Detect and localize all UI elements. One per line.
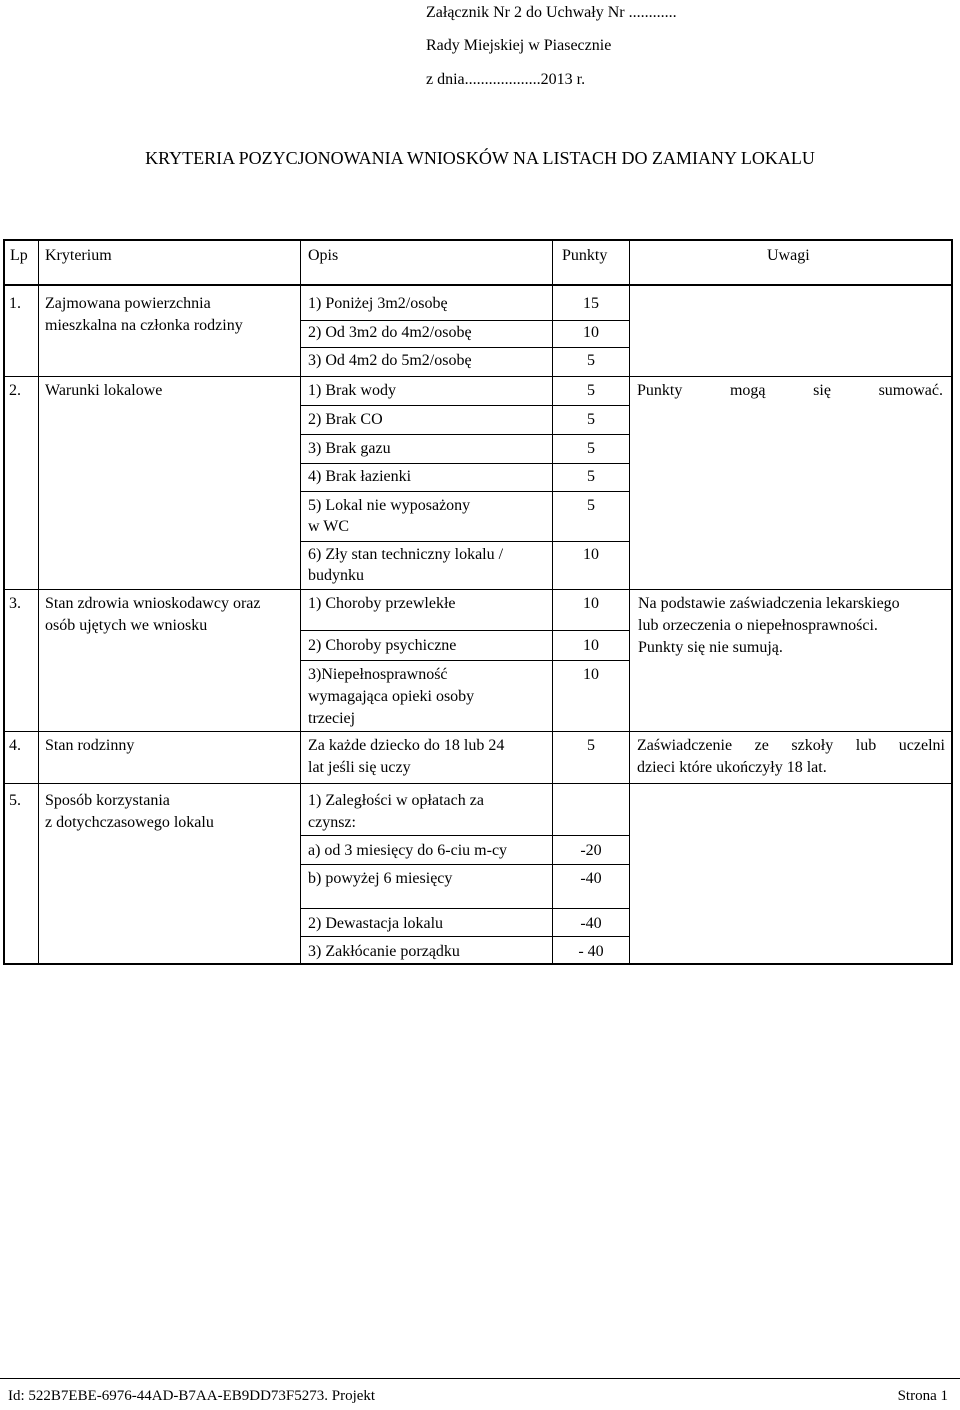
row5-item4-points: - 40 xyxy=(578,943,604,960)
header-uwagi: Uwagi xyxy=(767,247,810,264)
row2-remarks: Punkty mogą się sumować. xyxy=(637,382,943,399)
row4-remarks-line2: dzieci które ukończyły 18 lat. xyxy=(637,759,827,776)
row3-item3-desc-line1: 3)Niepełnosprawność xyxy=(308,666,448,683)
row5-sub-line1: 1) Zaległości w opłatach za xyxy=(308,792,484,809)
row4-desc-line1: Za każde dziecko do 18 lub 24 xyxy=(308,737,505,754)
attachment-title: Załącznik Nr 2 do Uchwały Nr ............ xyxy=(426,4,677,21)
row3-criterion-line1: Stan zdrowia wnioskodawcy oraz xyxy=(45,595,261,612)
row5-item3-points: -40 xyxy=(580,915,602,932)
row3-criterion-line2: osób ujętych we wniosku xyxy=(45,617,208,634)
row4-criterion: Stan rodzinny xyxy=(45,737,135,754)
row2-item5-desc-line2: w WC xyxy=(308,518,350,535)
page-number: Strona 1 xyxy=(897,1388,948,1404)
row4-desc-line2: lat jeśli się uczy xyxy=(308,759,411,776)
row1-item1-desc: 1) Poniżej 3m2/osobę xyxy=(308,295,448,312)
header-opis: Opis xyxy=(308,247,339,264)
row2-item3-points: 5 xyxy=(587,440,595,457)
row1-item2-desc: 2) Od 3m2 do 4m2/osobę xyxy=(308,324,472,341)
row3-item2-desc: 2) Choroby psychiczne xyxy=(308,637,457,654)
row5-criterion-line1: Sposób korzystania xyxy=(45,792,170,809)
header-punkty: Punkty xyxy=(562,247,608,264)
row4-lp: 4. xyxy=(9,737,21,754)
row3-item3-points: 10 xyxy=(583,666,599,683)
row4-remarks-line1: Zaświadczenie ze szkoły lub uczelni xyxy=(637,737,945,754)
row5-item2-points: -40 xyxy=(580,870,602,887)
row3-remarks-line2: lub orzeczenia o niepełnosprawności. xyxy=(638,617,878,634)
row5-lp: 5. xyxy=(9,792,21,809)
row2-item5-desc-line1: 5) Lokal nie wyposażony xyxy=(308,497,471,514)
row2-item3-desc: 3) Brak gazu xyxy=(308,440,391,457)
row3-remarks-line3: Punkty się nie sumują. xyxy=(638,639,783,656)
row1-item2-points: 10 xyxy=(583,324,599,341)
row1-lp: 1. xyxy=(9,295,21,312)
row4-points: 5 xyxy=(587,737,595,754)
date-line: z dnia...................2013 r. xyxy=(426,71,586,88)
council-name: Rady Miejskiej w Piasecznie xyxy=(426,37,612,54)
row3-item3-desc-line3: trzeciej xyxy=(308,710,356,727)
row5-item2-desc: b) powyżej 6 miesięcy xyxy=(308,870,453,887)
row1-criterion-line1: Zajmowana powierzchnia xyxy=(45,295,211,312)
row2-item5-points: 5 xyxy=(587,497,595,514)
row3-item2-points: 10 xyxy=(583,637,599,654)
row2-item6-desc-line2: budynku xyxy=(308,567,364,584)
row1-item3-desc: 3) Od 4m2 do 5m2/osobę xyxy=(308,352,472,369)
row3-item1-points: 10 xyxy=(583,595,599,612)
row3-lp: 3. xyxy=(9,595,21,612)
row3-remarks-line1: Na podstawie zaświadczenia lekarskiego xyxy=(638,595,900,612)
row2-lp: 2. xyxy=(9,382,21,399)
header-lp: Lp xyxy=(10,247,28,264)
row1-item1-points: 15 xyxy=(583,295,599,312)
row2-item6-points: 10 xyxy=(583,546,599,563)
row5-item1-desc: a) od 3 miesięcy do 6-ciu m-cy xyxy=(308,842,508,859)
row1-criterion-line2: mieszkalna na członka rodziny xyxy=(45,317,243,334)
row2-item2-points: 5 xyxy=(587,411,595,428)
row5-item4-desc: 3) Zakłócanie porządku xyxy=(308,943,460,960)
row2-item1-points: 5 xyxy=(587,382,595,399)
row5-item1-points: -20 xyxy=(580,842,602,859)
header-kryterium: Kryterium xyxy=(45,247,112,264)
row2-item4-desc: 4) Brak łazienki xyxy=(308,468,412,485)
row1-item3-points: 5 xyxy=(587,352,595,369)
row5-sub-line2: czynsz: xyxy=(308,814,356,831)
row5-criterion-line2: z dotychczasowego lokalu xyxy=(45,814,214,831)
row2-item4-points: 5 xyxy=(587,468,595,485)
row3-item1-desc: 1) Choroby przewlekłe xyxy=(308,595,456,612)
row2-item6-desc-line1: 6) Zły stan techniczny lokalu / xyxy=(308,546,504,563)
row3-item3-desc-line2: wymagająca opieki osoby xyxy=(308,688,475,705)
document-id: Id: 522B7EBE-6976-44AD-B7AA-EB9DD73F5273. Projekt xyxy=(8,1388,376,1404)
row2-item2-desc: 2) Brak CO xyxy=(308,411,383,428)
footer-divider xyxy=(0,1378,960,1379)
document-title: KRYTERIA POZYCJONOWANIA WNIOSKÓW NA LISTACH DO ZAMIANY LOKALU xyxy=(145,148,815,168)
row2-criterion: Warunki lokalowe xyxy=(45,382,163,399)
row5-item3-desc: 2) Dewastacja lokalu xyxy=(308,915,444,932)
row2-item1-desc: 1) Brak wody xyxy=(308,382,396,399)
